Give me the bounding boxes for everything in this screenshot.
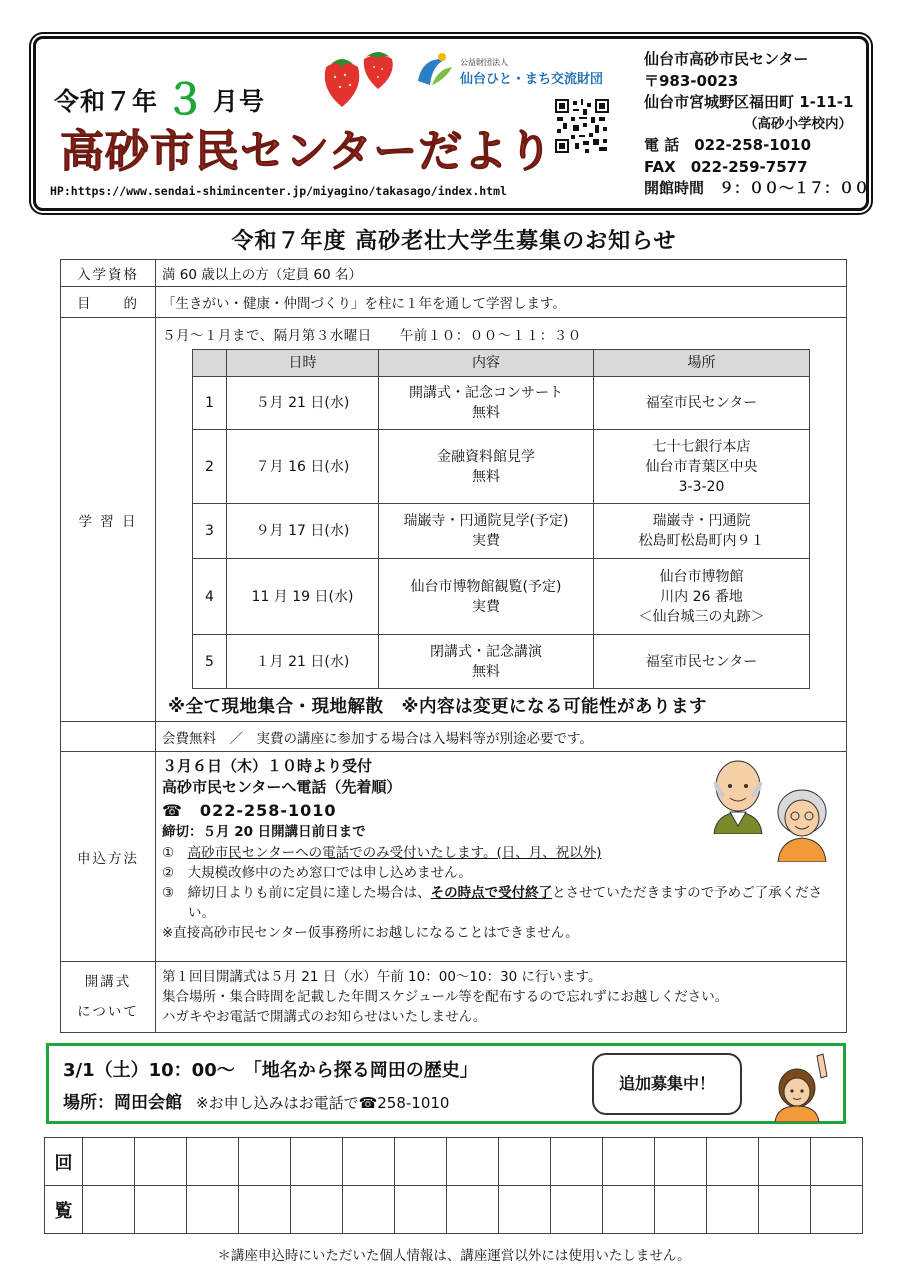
application-method: 高砂市民センターへ電話（先着順） bbox=[162, 778, 402, 796]
application-label: 申込方法 bbox=[61, 752, 156, 962]
circulation-cell bbox=[291, 1186, 343, 1234]
newsletter-title: 高砂市民センターだより bbox=[60, 126, 554, 177]
eligibility-value: 満 60 歳以上の方（定員 60 名） bbox=[156, 260, 847, 287]
circulation-cell bbox=[239, 1138, 291, 1186]
table-row bbox=[193, 377, 810, 430]
application-note: ※直接高砂市民センター仮事務所にお越しになることはできません。 bbox=[162, 925, 579, 941]
session-number: 1 bbox=[193, 377, 227, 430]
list-item: ② 大規模改修中のため窓口では申し込めません。 bbox=[162, 865, 472, 881]
session-place: 福室市民センター bbox=[594, 377, 810, 430]
circulation-cell bbox=[83, 1186, 135, 1234]
fee-label bbox=[61, 722, 156, 752]
table-row bbox=[193, 559, 810, 635]
privacy-footer: ＊講座申込時にいただいた個人情報は、講座運営以外には使用いたしません。 bbox=[217, 1248, 691, 1264]
fee-row bbox=[61, 722, 847, 752]
circulation-cell bbox=[655, 1186, 707, 1234]
schedule-header-no bbox=[193, 350, 227, 377]
circulation-cell bbox=[759, 1186, 811, 1234]
session-number: 5 bbox=[193, 635, 227, 689]
center-hours: 開館時間 ９：００～１７：００ bbox=[644, 179, 870, 197]
circulation-label-bottom: 覧 bbox=[45, 1186, 83, 1234]
circulation-cell bbox=[395, 1138, 447, 1186]
issue-label bbox=[54, 63, 265, 123]
table-row bbox=[193, 635, 810, 689]
event-location-line bbox=[63, 1088, 449, 1113]
center-fax: FAX 022-259-7577 bbox=[644, 157, 808, 176]
center-building: （高砂小学校内） bbox=[744, 115, 852, 132]
circulation-cell bbox=[187, 1186, 239, 1234]
application-notes bbox=[162, 843, 840, 923]
session-date: 11 月 19 日(水) bbox=[227, 559, 379, 635]
event-note: ※お申し込みはお電話で☎258-1010 bbox=[196, 1094, 450, 1112]
session-place: 七十七銀行本店 仙台市青葉区中央 3-3-20 bbox=[594, 430, 810, 504]
circulation-cell bbox=[811, 1138, 863, 1186]
foundation-name: 仙台ひと・まち交流財団 bbox=[460, 72, 604, 87]
session-place: 仙台市博物館 川内 26 番地 ＜仙台城三の丸跡＞ bbox=[594, 559, 810, 635]
circulation-cell bbox=[811, 1186, 863, 1234]
circulation-table bbox=[44, 1137, 863, 1234]
section-title: 令和７年度 高砂老壮大学生募集のお知らせ bbox=[231, 229, 677, 254]
session-number: 4 bbox=[193, 559, 227, 635]
list-item: ① 高砂市民センターへの電話でのみ受付いたします。(日、月、祝以外) bbox=[162, 845, 602, 861]
issue-month: ３ bbox=[164, 75, 208, 124]
circulation-cell bbox=[655, 1138, 707, 1186]
circulation-cell bbox=[291, 1138, 343, 1186]
table-row bbox=[193, 430, 810, 504]
session-date: ５月 21 日(水) bbox=[227, 377, 379, 430]
event-location: 場所：岡田会館 bbox=[63, 1093, 182, 1113]
circulation-cell bbox=[707, 1186, 759, 1234]
application-row bbox=[61, 752, 847, 962]
strawberry-icon bbox=[320, 45, 400, 109]
schedule-summary: ５月～１月まで、隔月第３水曜日 午前１０：００～１１：３０ bbox=[162, 328, 582, 344]
circulation-cell bbox=[239, 1186, 291, 1234]
list-item: ③ 締切日よりも前に定員に達した場合は、その時点で受付終了とさせていただきますので予めご了承ください。 bbox=[162, 885, 823, 921]
opening-line: 集合場所・集合時間を記載した年間スケジュール等を配布するので忘れずにお越しください。 bbox=[162, 989, 729, 1005]
event-banner bbox=[46, 1043, 846, 1124]
circulation-cell bbox=[707, 1138, 759, 1186]
session-number: 3 bbox=[193, 504, 227, 559]
event-title: 3/1（土）10：00～ 「地名から探る岡田の歴史」 bbox=[63, 1060, 478, 1081]
fee-value: 会費無料 ／ 実費の講座に参加する場合は入場料等が別途必要です。 bbox=[156, 722, 847, 752]
circulation-cell bbox=[135, 1186, 187, 1234]
schedule-table bbox=[192, 349, 810, 689]
opening-label-line2: について bbox=[77, 1004, 139, 1020]
circulation-cell bbox=[395, 1186, 447, 1234]
waving-girl-illustration bbox=[755, 1048, 839, 1122]
session-content: 仙台市博物館観覧(予定) 実費 bbox=[379, 559, 594, 635]
opening-label bbox=[61, 962, 156, 1033]
circulation-cell bbox=[759, 1138, 811, 1186]
session-content: 金融資料館見学 無料 bbox=[379, 430, 594, 504]
schedule-notice: ※全て現地集合・現地解散 ※内容は変更になる可能性があります bbox=[168, 697, 708, 717]
circulation-cell bbox=[135, 1138, 187, 1186]
application-start: ３月６日（木）１０時より受付 bbox=[162, 757, 373, 775]
elderly-man-illustration bbox=[704, 756, 772, 834]
circulation-cell bbox=[499, 1138, 551, 1186]
purpose-label: 目 的 bbox=[61, 287, 156, 318]
elderly-woman-illustration bbox=[770, 786, 834, 862]
center-zip: 〒983-0023 bbox=[644, 71, 739, 90]
session-place: 福室市民センター bbox=[594, 635, 810, 689]
session-date: ７月 16 日(水) bbox=[227, 430, 379, 504]
opening-label-line1: 開講式 bbox=[84, 974, 132, 990]
circulation-cell bbox=[83, 1138, 135, 1186]
homepage-url[interactable]: HP:https://www.sendai-shimincenter.jp/miyagino/takasago/index.html bbox=[50, 184, 507, 198]
circulation-cell bbox=[551, 1186, 603, 1234]
schedule-row bbox=[61, 318, 847, 722]
schedule-header-date: 日時 bbox=[227, 350, 379, 377]
session-content: 閉講式・記念講演 無料 bbox=[379, 635, 594, 689]
opening-line: 第１回目開講式は５月 21 日（水）午前 10：00～10：30 に行います。 bbox=[162, 969, 602, 985]
circulation-cell bbox=[343, 1186, 395, 1234]
center-phone: 電 話 022-258-1010 bbox=[644, 136, 812, 154]
circulation-cell bbox=[343, 1138, 395, 1186]
eligibility-row bbox=[61, 260, 847, 287]
session-content: 開講式・記念コンサート 無料 bbox=[379, 377, 594, 430]
center-street: 仙台市宮城野区福田町 1-11-1 bbox=[644, 93, 854, 111]
purpose-row bbox=[61, 287, 847, 318]
foundation-logo bbox=[412, 51, 612, 91]
schedule-label: 学 習 日 bbox=[61, 318, 156, 722]
circulation-cell bbox=[551, 1138, 603, 1186]
session-date: １月 21 日(水) bbox=[227, 635, 379, 689]
qr-code-icon bbox=[555, 99, 609, 153]
foundation-logo-icon bbox=[412, 51, 454, 89]
session-number: 2 bbox=[193, 430, 227, 504]
table-row bbox=[193, 504, 810, 559]
recruitment-table bbox=[60, 259, 847, 1033]
issue-prefix: 令和７年 bbox=[54, 87, 159, 116]
recruiting-bubble: 追加募集中！ bbox=[592, 1053, 742, 1115]
session-place: 瑞巌寺・円通院 松島町松島町内９１ bbox=[594, 504, 810, 559]
purpose-value: 「生きがい・健康・仲間づくり」を柱に１年を通して学習します。 bbox=[156, 287, 847, 318]
application-phone[interactable]: ☎ 022-258-1010 bbox=[162, 801, 337, 820]
opening-row bbox=[61, 962, 847, 1033]
center-name: 仙台市高砂市民センター bbox=[644, 50, 809, 68]
center-contact bbox=[644, 49, 869, 200]
opening-details bbox=[156, 962, 847, 1033]
session-date: ９月 17 日(水) bbox=[227, 504, 379, 559]
opening-line: ハガキやお電話で開講式のお知らせはいたしません。 bbox=[162, 1009, 487, 1025]
circulation-label-top: 回 bbox=[45, 1138, 83, 1186]
newsletter-header bbox=[33, 36, 869, 211]
session-content: 瑞巌寺・円通院見学(予定) 実費 bbox=[379, 504, 594, 559]
issue-suffix: 月号 bbox=[213, 87, 266, 116]
circulation-cell bbox=[447, 1186, 499, 1234]
circulation-cell bbox=[447, 1138, 499, 1186]
foundation-type: 公益財団法人 bbox=[460, 58, 508, 67]
schedule-header-place: 場所 bbox=[594, 350, 810, 377]
eligibility-label: 入学資格 bbox=[61, 260, 156, 287]
circulation-cell bbox=[603, 1186, 655, 1234]
schedule-header-content: 内容 bbox=[379, 350, 594, 377]
circulation-cell bbox=[603, 1138, 655, 1186]
circulation-cell bbox=[499, 1186, 551, 1234]
application-deadline: 締切：５月 20 日開講日前日まで bbox=[162, 824, 366, 840]
circulation-cell bbox=[187, 1138, 239, 1186]
